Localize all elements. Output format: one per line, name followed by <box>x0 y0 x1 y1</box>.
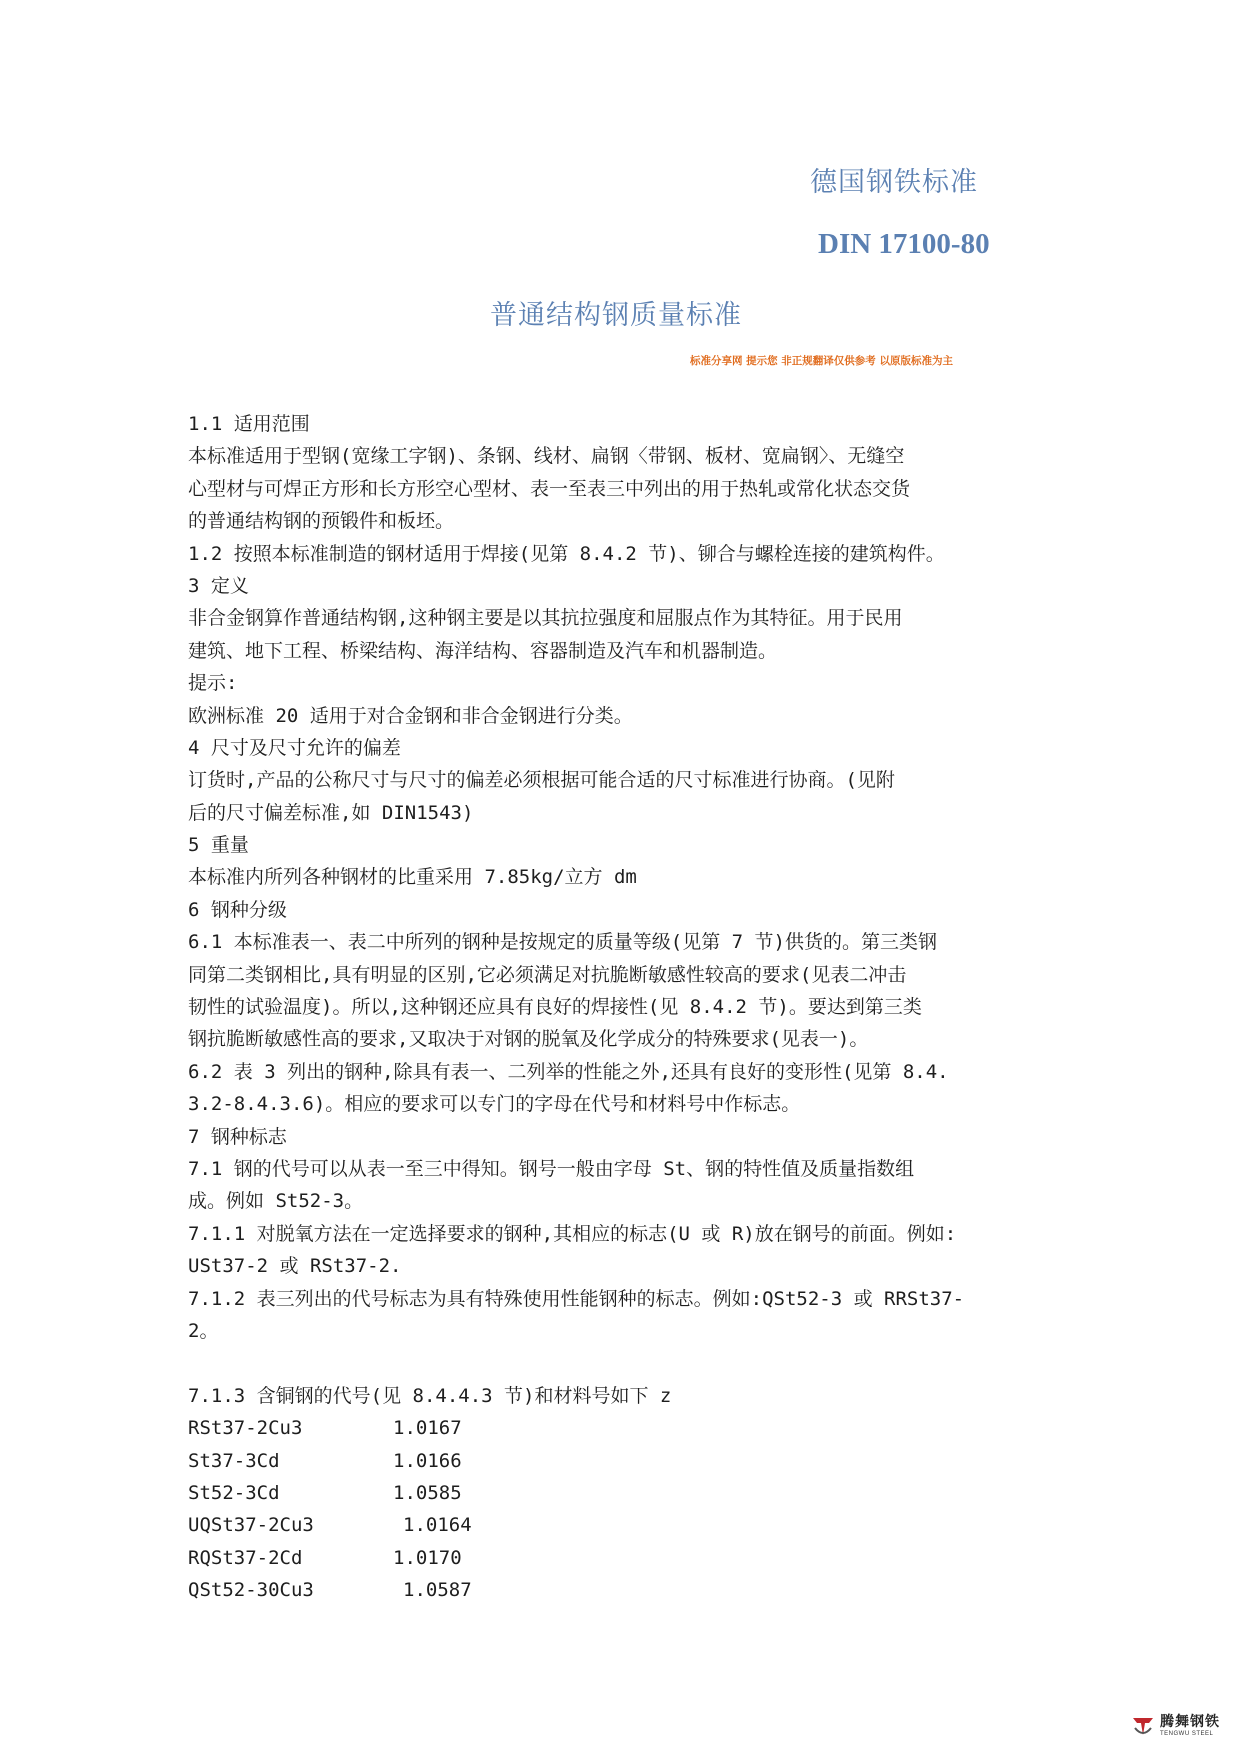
material-row <box>188 1542 1058 1574</box>
paragraph-line: 3.2-8.4.3.6)。相应的要求可以专门的字母在代号和材料号中作标志。 <box>188 1093 801 1116</box>
material-row <box>188 1509 1058 1541</box>
logo-name-cn: 腾舞钢铁 <box>1160 1714 1220 1730</box>
paragraph-line: 韧性的试验温度)。所以,这种钢还应具有良好的焊接性(见 8.4.2 节)。要达到第三类 <box>188 996 922 1019</box>
section-heading: 5 重量 <box>188 834 249 857</box>
paragraph-line: 心型材与可焊正方形和长方形空心型材、表一至表三中列出的用于热轧或常化状态交货 <box>188 477 911 500</box>
paragraph-line: 成。例如 St52-3。 <box>188 1190 364 1213</box>
standard-code: DIN 17100-80 <box>818 228 990 260</box>
paragraph-line: 非合金钢算作普通结构钢,这种钢主要是以其抗拉强度和屈服点作为其特征。用于民用 <box>188 607 903 630</box>
material-row <box>188 1445 1058 1477</box>
document-subtitle: 普通结构钢质量标准 <box>490 300 742 331</box>
steel-code: RSt37-2Cu3 <box>188 1417 303 1440</box>
company-logo <box>1130 1713 1220 1739</box>
paragraph-line: 2。 <box>188 1319 219 1342</box>
paragraph-line: 建筑、地下工程、桥梁结构、海洋结构、容器制造及汽车和机器制造。 <box>188 639 778 662</box>
paragraph-line: 6.1 本标准表一、表二中所列的钢种是按规定的质量等级(见第 7 节)供货的。第三类钢 <box>188 931 937 954</box>
disclaimer-notice: 标准分享网 提示您 非正规翻译仅供参考 以原版标准为主 <box>690 355 953 367</box>
copper-steel-heading: 7.1.3 含铜钢的代号(见 8.4.4.3 节)和材料号如下 z <box>188 1384 672 1407</box>
paragraph-line: 1.2 按照本标准制造的钢材适用于焊接(见第 8.4.2 节)、铆合与螺栓连接的建筑构件。 <box>188 542 945 565</box>
paragraph-line: 7.1 钢的代号可以从表一至三中得知。钢号一般由字母 St、钢的特性值及质量指数组 <box>188 1157 915 1180</box>
paragraph-line: 钢抗脆断敏感性高的要求,又取决于对钢的脱氧及化学成分的特殊要求(见表一)。 <box>188 1028 869 1051</box>
paragraph-line: 的普通结构钢的预锻件和板坯。 <box>188 510 455 533</box>
logo-mark-icon <box>1130 1713 1156 1739</box>
paragraph-line: 提示: <box>188 672 238 695</box>
steel-code: St37-3Cd <box>188 1449 280 1472</box>
steel-code: UQSt37-2Cu3 <box>188 1514 314 1537</box>
steel-code: RQSt37-2Cd <box>188 1546 303 1569</box>
material-number: 1.0585 <box>393 1481 462 1504</box>
paragraph-line: USt37-2 或 RSt37-2. <box>188 1255 402 1278</box>
material-number: 1.0166 <box>393 1449 462 1472</box>
paragraph-line: 本标准适用于型钢(宽缘工字钢)、条钢、线材、扁钢〈带钢、板材、宽扁钢〉、无缝空 <box>188 445 905 468</box>
material-row <box>188 1412 1058 1444</box>
paragraph-line: 6.2 表 3 列出的钢种,除具有表一、二列举的性能之外,还具有良好的变形性(见第 8.4. <box>188 1060 949 1083</box>
paragraph-line: 7.1.1 对脱氧方法在一定选择要求的钢种,其相应的标志(U 或 R)放在钢号的前面。例如: <box>188 1222 957 1245</box>
logo-name-en: TENGWU STEEL <box>1160 1731 1214 1737</box>
steel-code: QSt52-30Cu3 <box>188 1579 314 1602</box>
blank-line <box>188 1347 1058 1379</box>
document-body <box>188 408 1058 1606</box>
section-heading: 3 定义 <box>188 574 249 597</box>
document-title: 德国钢铁标准 <box>810 167 978 198</box>
material-row <box>188 1574 1058 1606</box>
paragraph-line: 同第二类钢相比,具有明显的区别,它必须满足对抗脆断敏感性较高的要求(见表二冲击 <box>188 963 907 986</box>
paragraph-line: 欧洲标准 20 适用于对合金钢和非合金钢进行分类。 <box>188 704 633 727</box>
material-number: 1.0167 <box>393 1417 462 1440</box>
paragraph-line: 本标准内所列各种钢材的比重采用 7.85kg/立方 dm <box>188 866 637 889</box>
paragraph-line: 后的尺寸偏差标准,如 DIN1543) <box>188 801 474 824</box>
material-number: 1.0164 <box>403 1514 472 1537</box>
material-row <box>188 1477 1058 1509</box>
material-number: 1.0587 <box>403 1579 472 1602</box>
paragraph-line: 订货时,产品的公称尺寸与尺寸的偏差必须根据可能合适的尺寸标准进行协商。(见附 <box>188 769 895 792</box>
section-heading: 7 钢种标志 <box>188 1125 287 1148</box>
section-heading: 6 钢种分级 <box>188 898 287 921</box>
paragraph-line: 7.1.2 表三列出的代号标志为具有特殊使用性能钢种的标志。例如:QSt52-3 或 RRSt37- <box>188 1287 965 1310</box>
section-heading: 1.1 适用范围 <box>188 413 310 435</box>
section-heading: 4 尺寸及尺寸允许的偏差 <box>188 736 401 759</box>
material-number: 1.0170 <box>393 1546 462 1569</box>
steel-code: St52-3Cd <box>188 1481 280 1504</box>
